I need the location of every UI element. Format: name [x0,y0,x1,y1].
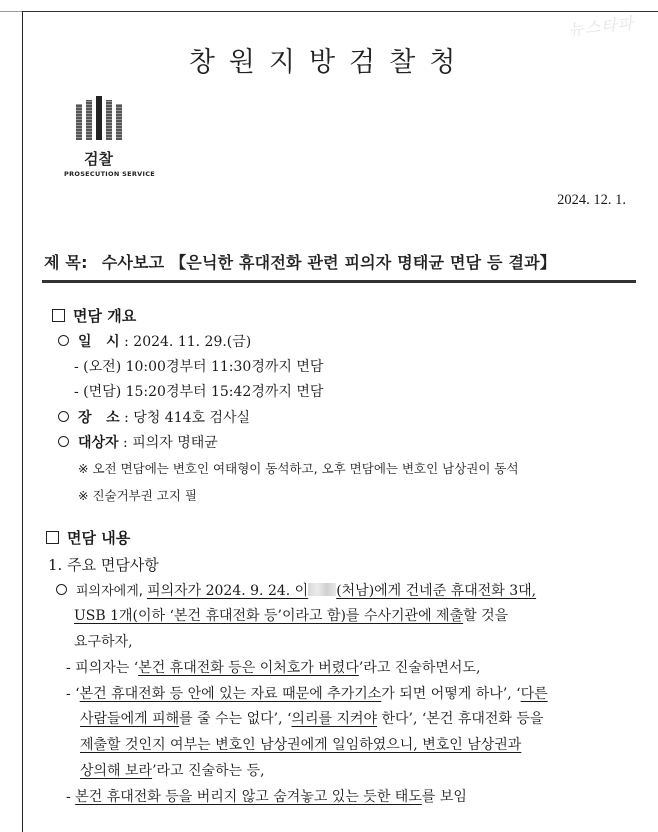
paragraph-statement-line4: 상의해 보라’라고 진술하는 등, [80,763,265,779]
overview-subject [58,432,218,452]
org-title: 창원지방검찰청 [188,47,470,78]
redacted-name [308,583,336,596]
overview-datetime [58,331,251,351]
paragraph-claim: - 피의자는 ‘본건 휴대전화 등은 이처호가 버렸다’라고 진술하면서도, [66,660,481,676]
section-title: 면담 개요 [73,307,137,325]
subsection-main-points: 1. 주요 면담사항 [48,556,159,574]
paragraph-request-line3: 요구하자, [74,634,133,650]
paragraph-request-line1: 피의자에게, 피의자가 2024. 9. 24. 이 (처남)에게 건네준 휴대전화 3대, [56,580,536,600]
paragraph-conclusion: - 본건 휴대전화 등을 버리지 않고 숨겨놓고 있는 듯한 태도를 보임 [66,789,467,805]
place-label: 장 소 [78,410,120,426]
circle-bullet-icon [58,436,69,447]
paragraph-statement-line2: 사람들에게 피해를 줄 수는 없다’, ‘의리를 지켜야 한다’, ‘본건 휴대전화 등을 [80,711,544,727]
newstapa-watermark: 뉴스타파 [567,13,635,40]
subject-person-value: : 피의자 명태균 [123,435,218,451]
session-morning: - (오전) 10:00경부터 11:30경까지 면담 [74,359,324,375]
subject-text: 수사보고 【은닉한 휴대전화 관련 피의자 명태균 면담 등 결과】 [101,253,556,272]
circle-bullet-icon [58,411,69,422]
section-heading-content [46,527,130,548]
checkbox-square-icon [46,531,59,544]
logo-english-text: PROSECUTION SERVICE [64,170,156,178]
prosecution-logo [64,96,156,178]
datetime-label: 일 시 [78,334,120,350]
scan-edge-line [0,11,22,12]
subject-person-label: 대상자 [78,435,119,451]
checkbox-square-icon [52,309,65,322]
session-afternoon: - (면담) 15:20경부터 15:42경까지 면담 [74,384,324,400]
note-right-to-silence: ※ 진술거부권 고지 필 [78,488,197,503]
paragraph-statement-line1: - ‘본건 휴대전화 등 안에 있는 자료 때문에 추가기소가 되면 어떻게 하나’, ‘다른 [66,686,548,702]
section-title: 면담 내용 [67,529,131,547]
subject-divider [42,280,636,283]
paragraph-request-line2: USB 1개(이하 ‘본건 휴대전화 등’이라고 함)를 수사기관에 제출할 것을 [74,608,509,624]
logo-korean-text: 검찰 [84,150,113,168]
paragraph-statement-line3: 제출할 것인지 여부는 변호인 남상권에게 일임하였으니, 변호인 남상권과 [80,737,522,753]
document-date: 2024. 12. 1. [557,192,626,208]
subject-line [44,250,556,273]
overview-place [58,407,250,427]
subject-label: 제 목: [44,253,88,272]
circle-bullet-icon [56,584,67,595]
note-attorneys: ※ 오전 면담에는 변호인 여태형이 동석하고, 오후 면담에는 변호인 남상권이 동석 [78,461,519,476]
datetime-value: : 2024. 11. 29.(금) [124,334,252,350]
section-heading-overview [52,305,136,326]
circle-bullet-icon [58,335,69,346]
prosecution-emblem-icon [76,96,132,140]
place-value: : 당청 414호 검사실 [124,410,251,426]
